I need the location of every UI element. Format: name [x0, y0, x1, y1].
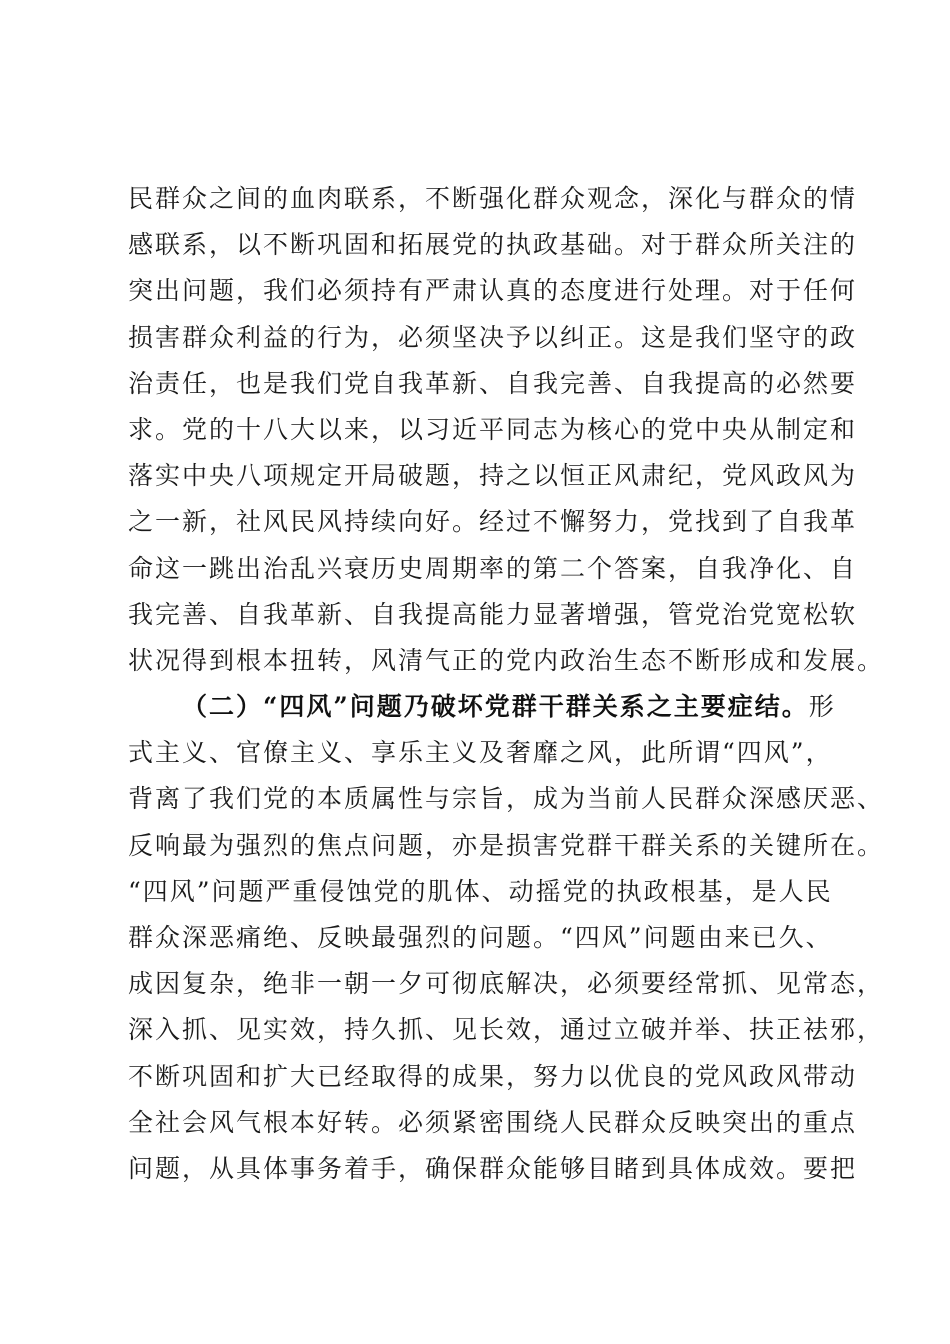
text-line: 损害群众利益的行为，必须坚决予以纠正。这是我们坚守的政 — [128, 322, 858, 352]
section-heading: （二）“四风”问题乃破坏党群干群关系之主要症结。 — [182, 692, 809, 722]
text-line: 式主义、官僚主义、享乐主义及奢靡之风，此所谓“四风”， — [128, 738, 833, 768]
text-line: 反响最为强烈的焦点问题，亦是损害党群干群关系的关键所在。 — [128, 830, 885, 860]
text-line: 求。党的十八大以来，以习近平同志为核心的党中央从制定和 — [128, 414, 858, 444]
text-line: 成因复杂，绝非一朝一夕可彻底解决，必须要经常抓、见常态， — [128, 969, 885, 999]
text-line: “四风”问题严重侵蚀党的肌体、动摇党的执政根基，是人民 — [128, 876, 833, 906]
document-body — [128, 176, 885, 1192]
text-line: 不断巩固和扩大已经取得的成果，努力以优良的党风政风带动 — [128, 1061, 858, 1091]
text-line: 命这一跳出治乱兴衰历史周期率的第二个答案，自我净化、自 — [128, 553, 858, 583]
text-line: 群众深恶痛绝、反映最强烈的问题。“四风”问题由来已久、 — [128, 923, 833, 952]
text-line: 问题，从具体事务着手，确保群众能够目睹到具体成效。要把 — [128, 1153, 858, 1183]
text-line: 之一新，社风民风持续向好。经过不懈努力，党找到了自我革 — [128, 507, 858, 537]
paragraph-1 — [128, 176, 885, 684]
text-line: 背离了我们党的本质属性与宗旨，成为当前人民群众深感厌恶、 — [128, 784, 885, 814]
text-line: 全社会风气根本好转。必须紧密围绕人民群众反映突出的重点 — [128, 1107, 858, 1137]
text-line-heading — [128, 684, 836, 730]
paragraph-2 — [128, 684, 885, 1192]
text-line: 落实中央八项规定开局破题，持之以恒正风肃纪，党风政风为 — [128, 461, 858, 491]
text-line: 深入抓、见实效，持久抓、见长效，通过立破并举、扶正祛邪， — [128, 1015, 885, 1045]
text-line: 民群众之间的血肉联系，不断强化群众观念，深化与群众的情 — [128, 184, 858, 213]
text-line: 突出问题，我们必须持有严肃认真的态度进行处理。对于任何 — [128, 276, 858, 306]
text-line: 治责任，也是我们党自我革新、自我完善、自我提高的必然要 — [128, 368, 858, 398]
heading-line-rest: 形 — [808, 692, 836, 722]
text-line: 状况得到根本扭转，风清气正的党内政治生态不断形成和发展。 — [128, 645, 885, 675]
text-line: 我完善、自我革新、自我提高能力显著增强，管党治党宽松软 — [128, 599, 858, 629]
text-line: 感联系，以不断巩固和拓展党的执政基础。对于群众所关注的 — [128, 230, 858, 260]
